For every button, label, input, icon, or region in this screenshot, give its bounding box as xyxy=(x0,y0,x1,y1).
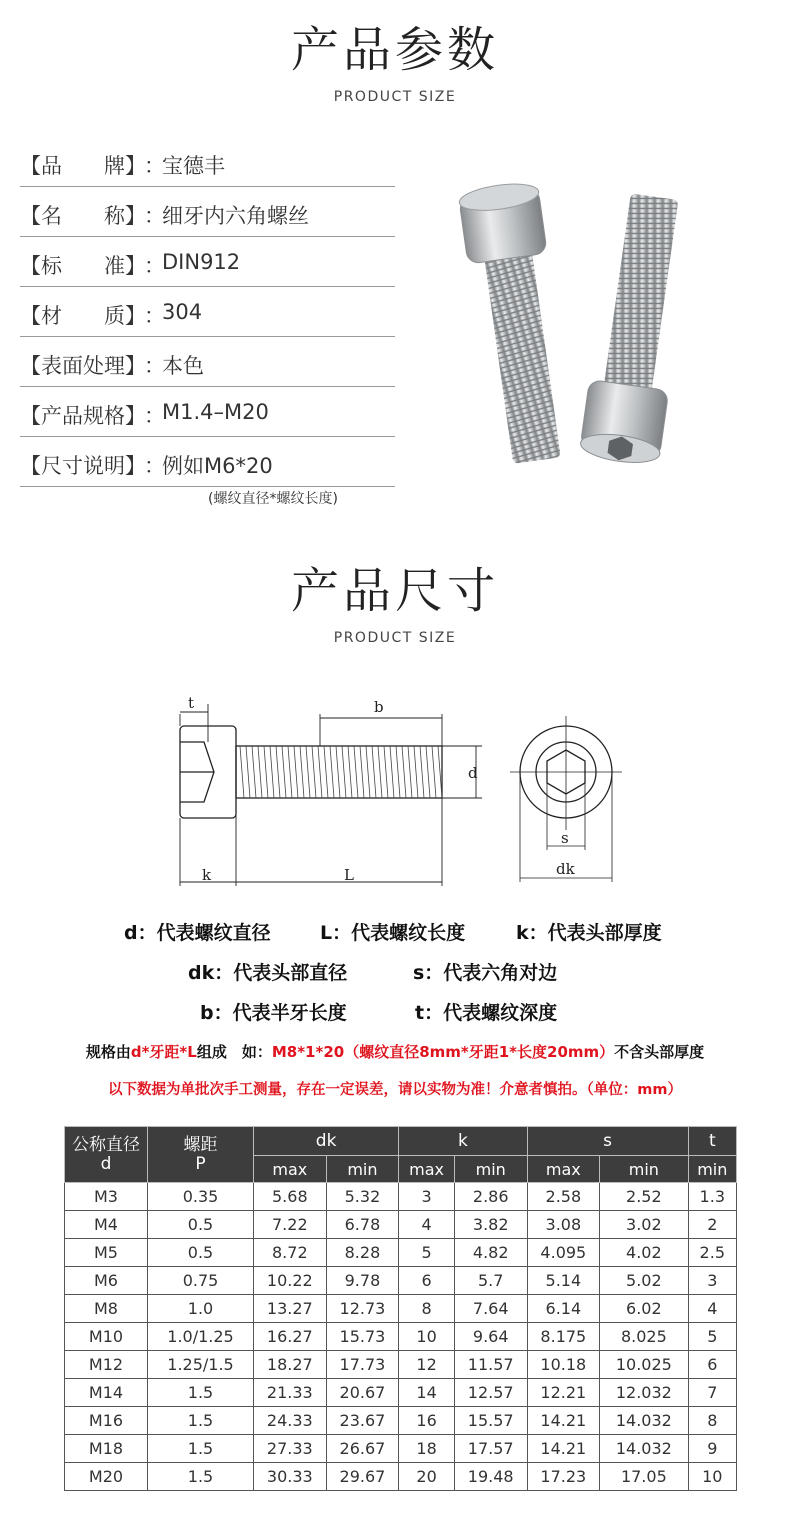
table-cell: 2.86 xyxy=(454,1183,527,1211)
header-s: s xyxy=(527,1127,688,1156)
table-row xyxy=(65,1267,737,1295)
table-row xyxy=(65,1211,737,1239)
table-cell: M18 xyxy=(65,1435,148,1463)
legend-dk: dk：代表头部直径 xyxy=(188,962,348,984)
table-cell: 17.05 xyxy=(600,1463,688,1491)
table-cell: 3.82 xyxy=(454,1211,527,1239)
table-row xyxy=(65,1407,737,1435)
spec-label: 【表面处理】 xyxy=(20,354,146,378)
diagram-label-dk: dk xyxy=(556,860,575,878)
header-dk-max: max xyxy=(254,1156,327,1183)
table-cell: 7.64 xyxy=(454,1295,527,1323)
table-cell: M5 xyxy=(65,1239,148,1267)
table-cell: 20.67 xyxy=(326,1379,399,1407)
header-dk-min: min xyxy=(326,1156,399,1183)
table-cell: 13.27 xyxy=(254,1295,327,1323)
spec-value: 细牙内六角螺丝 xyxy=(162,204,309,228)
table-cell: 1.25/1.5 xyxy=(148,1351,254,1379)
table-cell: 10.22 xyxy=(254,1267,327,1295)
table-cell: 1.5 xyxy=(148,1435,254,1463)
table-cell: 1.0 xyxy=(148,1295,254,1323)
table-cell: 6.14 xyxy=(527,1295,600,1323)
bolt-image-2 xyxy=(579,191,695,467)
table-cell: 6.02 xyxy=(600,1295,688,1323)
format-text-4: M8*1*20（螺纹直径8mm*牙距1*长度20mm） xyxy=(271,1043,615,1061)
table-cell: 1.3 xyxy=(688,1183,736,1211)
table-cell: 8.175 xyxy=(527,1323,600,1351)
table-cell: 5.02 xyxy=(600,1267,688,1295)
table-cell: 0.75 xyxy=(148,1267,254,1295)
table-row xyxy=(65,1323,737,1351)
table-cell: 14 xyxy=(399,1379,455,1407)
table-cell: 18 xyxy=(399,1435,455,1463)
header-k: k xyxy=(399,1127,527,1156)
diagram-label-L: L xyxy=(344,866,354,884)
header-t: t xyxy=(688,1127,736,1156)
table-cell: 1.0/1.25 xyxy=(148,1323,254,1351)
table-cell: 2.52 xyxy=(600,1183,688,1211)
table-cell: 19.48 xyxy=(454,1463,527,1491)
diagram-label-s: s xyxy=(561,829,569,847)
table-cell: 8.72 xyxy=(254,1239,327,1267)
table-cell: 12.57 xyxy=(454,1379,527,1407)
table-cell: 3.02 xyxy=(600,1211,688,1239)
table-cell: M3 xyxy=(65,1183,148,1211)
table-cell: 0.5 xyxy=(148,1211,254,1239)
table-cell: 17.57 xyxy=(454,1435,527,1463)
table-cell: 10.025 xyxy=(600,1351,688,1379)
header-k-max: max xyxy=(399,1156,455,1183)
spec-note: (螺纹直径*螺纹长度) xyxy=(208,491,338,507)
table-cell: M14 xyxy=(65,1379,148,1407)
header-s-min: min xyxy=(600,1156,688,1183)
diagram-label-t: t xyxy=(188,694,195,712)
table-cell: 29.67 xyxy=(326,1463,399,1491)
format-text-1: 规格由 xyxy=(85,1043,131,1061)
spec-row-range xyxy=(20,388,395,437)
table-row xyxy=(65,1379,737,1407)
spec-row-finish xyxy=(20,338,395,387)
spec-value: 本色 xyxy=(162,354,204,378)
section-subtitle-params: PRODUCT SIZE xyxy=(333,89,457,105)
dimension-diagram xyxy=(160,690,630,900)
table-cell: 0.35 xyxy=(148,1183,254,1211)
table-cell: 17.73 xyxy=(326,1351,399,1379)
table-cell: 8 xyxy=(688,1407,736,1435)
table-cell: 3 xyxy=(399,1183,455,1211)
table-cell: 7 xyxy=(688,1379,736,1407)
measurement-warning: 以下数据为单批次手工测量，存在一定误差，请以实物为准！介意者慎拍。（单位：mm） xyxy=(108,1082,682,1098)
spec-label: 【品 牌】 xyxy=(20,154,146,178)
table-cell: 18.27 xyxy=(254,1351,327,1379)
legend-d: d：代表螺纹直径 xyxy=(124,922,271,944)
table-cell: 0.5 xyxy=(148,1239,254,1267)
table-cell: 14.21 xyxy=(527,1407,600,1435)
table-cell: 30.33 xyxy=(254,1463,327,1491)
spec-colon: ： xyxy=(144,154,165,178)
diagram-label-b: b xyxy=(374,698,384,716)
table-cell: 6 xyxy=(399,1267,455,1295)
table-cell: 5 xyxy=(399,1239,455,1267)
header-dk: dk xyxy=(254,1127,399,1156)
table-cell: 14.032 xyxy=(600,1407,688,1435)
table-cell: 5.32 xyxy=(326,1183,399,1211)
table-cell: 27.33 xyxy=(254,1435,327,1463)
spec-value: 宝德丰 xyxy=(162,154,225,178)
table-cell: 9.78 xyxy=(326,1267,399,1295)
spec-colon: ： xyxy=(144,404,165,428)
spec-row-size-note xyxy=(20,438,395,487)
table-cell: 4.095 xyxy=(527,1239,600,1267)
table-cell: 17.23 xyxy=(527,1463,600,1491)
spec-label: 【材 质】 xyxy=(20,304,146,328)
table-row xyxy=(65,1295,737,1323)
table-cell: 12.73 xyxy=(326,1295,399,1323)
legend-s: s：代表六角对边 xyxy=(413,962,558,984)
header-pitch: 螺距 P xyxy=(148,1127,254,1183)
spec-value: DIN912 xyxy=(162,250,241,274)
section-title-params: 产品参数 xyxy=(290,22,499,78)
table-cell: 6 xyxy=(688,1351,736,1379)
table-cell: 21.33 xyxy=(254,1379,327,1407)
header-s-max: max xyxy=(527,1156,600,1183)
table-cell: 24.33 xyxy=(254,1407,327,1435)
table-row xyxy=(65,1435,737,1463)
table-row xyxy=(65,1463,737,1491)
header-k-min: min xyxy=(454,1156,527,1183)
table-cell: M8 xyxy=(65,1295,148,1323)
format-text-5: 不含头部厚度 xyxy=(614,1043,705,1061)
table-cell: 5 xyxy=(688,1323,736,1351)
table-cell: M10 xyxy=(65,1323,148,1351)
section-subtitle-dimensions: PRODUCT SIZE xyxy=(333,630,457,646)
table-cell: 4.02 xyxy=(600,1239,688,1267)
table-row xyxy=(65,1239,737,1267)
table-cell: 15.57 xyxy=(454,1407,527,1435)
table-cell: 8 xyxy=(399,1295,455,1323)
table-cell: 20 xyxy=(399,1463,455,1491)
table-cell: 4 xyxy=(399,1211,455,1239)
table-cell: 3.08 xyxy=(527,1211,600,1239)
table-cell: 10.18 xyxy=(527,1351,600,1379)
table-cell: 2.5 xyxy=(688,1239,736,1267)
spec-colon: ： xyxy=(144,304,165,328)
diagram-label-k: k xyxy=(202,866,212,884)
table-cell: 10 xyxy=(688,1463,736,1491)
table-cell: 12.032 xyxy=(600,1379,688,1407)
table-cell: 8.025 xyxy=(600,1323,688,1351)
table-cell: 1.5 xyxy=(148,1407,254,1435)
table-cell: 11.57 xyxy=(454,1351,527,1379)
table-cell: 15.73 xyxy=(326,1323,399,1351)
table-cell: 16 xyxy=(399,1407,455,1435)
table-cell: 6.78 xyxy=(326,1211,399,1239)
table-cell: 4.82 xyxy=(454,1239,527,1267)
legend-b: b：代表半牙长度 xyxy=(200,1002,347,1024)
diagram-label-d: d xyxy=(468,764,478,782)
table-cell: 2 xyxy=(688,1211,736,1239)
table-cell: 9.64 xyxy=(454,1323,527,1351)
table-cell: 1.5 xyxy=(148,1463,254,1491)
table-cell: 10 xyxy=(399,1323,455,1351)
format-text-2: d*牙距*L xyxy=(130,1043,197,1061)
table-cell: M20 xyxy=(65,1463,148,1491)
table-cell: 14.032 xyxy=(600,1435,688,1463)
table-cell: 1.5 xyxy=(148,1379,254,1407)
table-cell: 5.14 xyxy=(527,1267,600,1295)
format-text-3: 组成 如： xyxy=(196,1043,272,1061)
header-t-min: min xyxy=(688,1156,736,1183)
table-header-row xyxy=(65,1127,737,1156)
spec-colon: ： xyxy=(144,354,165,378)
legend-L: L：代表螺纹长度 xyxy=(320,922,466,944)
header-nominal: 公称直径 d xyxy=(65,1127,148,1183)
table-cell: M4 xyxy=(65,1211,148,1239)
table-cell: 7.22 xyxy=(254,1211,327,1239)
table-cell: 12 xyxy=(399,1351,455,1379)
table-cell: 16.27 xyxy=(254,1323,327,1351)
spec-label: 【名 称】 xyxy=(20,204,146,228)
table-cell: 2.58 xyxy=(527,1183,600,1211)
spec-row-material xyxy=(20,288,395,337)
table-row xyxy=(65,1351,737,1379)
spec-colon: ： xyxy=(144,204,165,228)
table-cell: 23.67 xyxy=(326,1407,399,1435)
table-cell: M12 xyxy=(65,1351,148,1379)
table-cell: M16 xyxy=(65,1407,148,1435)
spec-row-brand xyxy=(20,138,395,187)
table-cell: 5.7 xyxy=(454,1267,527,1295)
table-cell: M6 xyxy=(65,1267,148,1295)
table-cell: 8.28 xyxy=(326,1239,399,1267)
table-row xyxy=(65,1183,737,1211)
spec-label: 【尺寸说明】 xyxy=(20,454,146,478)
table-cell: 14.21 xyxy=(527,1435,600,1463)
table-cell: 26.67 xyxy=(326,1435,399,1463)
legend-k: k：代表头部厚度 xyxy=(516,922,662,944)
spec-value: M1.4–M20 xyxy=(162,400,269,424)
format-line xyxy=(0,1041,790,1062)
dimensions-table xyxy=(64,1126,737,1491)
table-cell: 5.68 xyxy=(254,1183,327,1211)
table-body xyxy=(65,1183,737,1491)
product-photo xyxy=(440,160,770,490)
table-cell: 12.21 xyxy=(527,1379,600,1407)
section-title-dimensions: 产品尺寸 xyxy=(290,563,499,619)
spec-colon: ： xyxy=(144,454,165,478)
spec-colon: ： xyxy=(144,254,165,278)
table-cell: 3 xyxy=(688,1267,736,1295)
table-cell: 9 xyxy=(688,1435,736,1463)
spec-label: 【标 准】 xyxy=(20,254,146,278)
spec-value: 例如M6*20 xyxy=(162,454,273,478)
bolt-image-1 xyxy=(458,180,576,466)
spec-value: 304 xyxy=(162,300,203,324)
spec-row-name xyxy=(20,188,395,237)
table-cell: 4 xyxy=(688,1295,736,1323)
spec-label: 【产品规格】 xyxy=(20,404,146,428)
legend-t: t：代表螺纹深度 xyxy=(415,1002,558,1024)
spec-row-standard xyxy=(20,238,395,287)
